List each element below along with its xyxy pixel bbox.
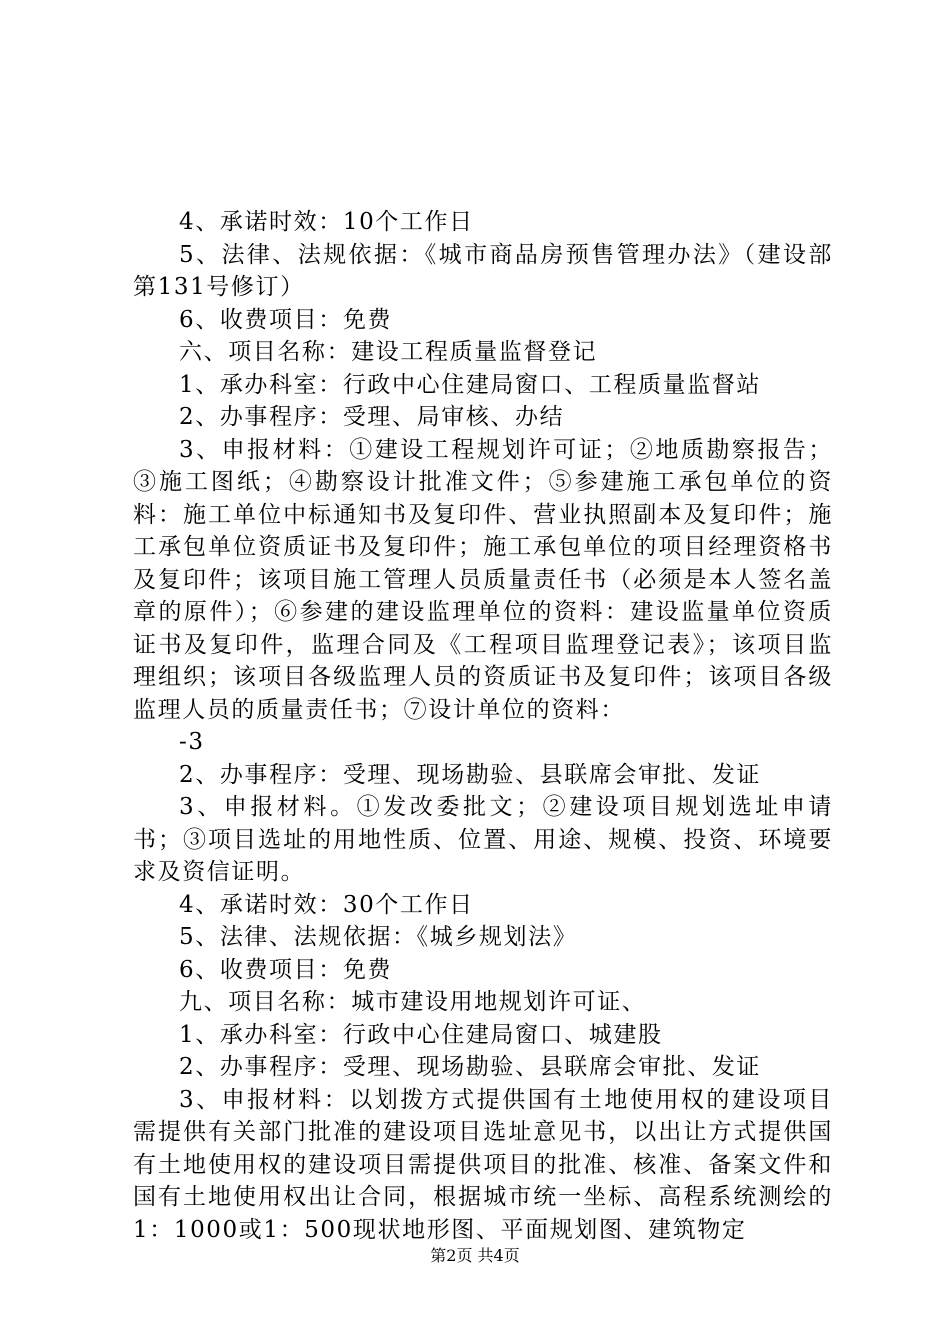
- document-body: [133, 206, 833, 1246]
- paragraph: 6、收费项目：免费: [179, 956, 393, 983]
- page-indicator: 第2页 共4页: [430, 1246, 520, 1265]
- paragraph: 3、申报材料：①建设工程规划许可证；②地质勘察报告；③施工图纸；④勘察设计批准文件；⑤参建施工承包单位的资料：施工单位中标通知书及复印件、营业执照副本及复印件；施工承包单位资质证书及复印件；施工承包单位的项目经理资格书及复印件；该项目施工管理人员质量责任书（必须是本人签名盖章的原件）；⑥参建的建设监理单位的资料：建设监量单位资质证书及复印件，监理合同及《工程项目监理登记表》；该项目监理组织；该项目各级监理人员的资质证书及复印件；该项目各级监理人员的质量责任书；⑦设计单位的资料：: [133, 436, 833, 723]
- paragraph: 2、办事程序：受理、现场勘验、县联席会审批、发证: [179, 1054, 762, 1080]
- paragraph: 3、申报材料。①发改委批文；②建设项目规划选址申请书；③项目选址的用地性质、位置、用途、规模、投资、环境要求及资信证明。: [133, 794, 833, 885]
- paragraph: 4、承诺时效：30个工作日: [179, 891, 474, 918]
- paragraph: 1、承办科室：行政中心住建局窗口、城建股: [179, 1021, 663, 1048]
- paragraph: 1、承办科室：行政中心住建局窗口、工程质量监督站: [179, 371, 762, 398]
- paragraph: -3: [179, 729, 205, 755]
- paragraph: 4、承诺时效：10个工作日: [179, 209, 474, 235]
- paragraph: 5、法律、法规依据：《城市商品房预售管理办法》（建设部第131号修订）: [133, 241, 833, 300]
- paragraph: 5、法律、法规依据：《城乡规划法》: [179, 924, 578, 950]
- paragraph: 2、办事程序：受理、局审核、办结: [179, 404, 565, 430]
- section-heading: 六、项目名称：建设工程质量监督登记: [179, 339, 598, 365]
- paragraph: 6、收费项目：免费: [179, 306, 393, 333]
- page-footer: [0, 1243, 950, 1266]
- section-heading: 九、项目名称：城市建设用地规划许可证、: [179, 989, 647, 1015]
- paragraph: 2、办事程序：受理、现场勘验、县联席会审批、发证: [179, 761, 762, 788]
- paragraph: 3、申报材料：以划拨方式提供国有土地使用权的建设项目需提供有关部门批准的建设项目选址意见书，以出让方式提供国有土地使用权的建设项目需提供项目的批准、核准、备案文件和国有土地使用权出让合同，根据城市统一坐标、高程系统测绘的1：1000或1：500现状地形图、平面规划图、建筑物定: [133, 1086, 833, 1243]
